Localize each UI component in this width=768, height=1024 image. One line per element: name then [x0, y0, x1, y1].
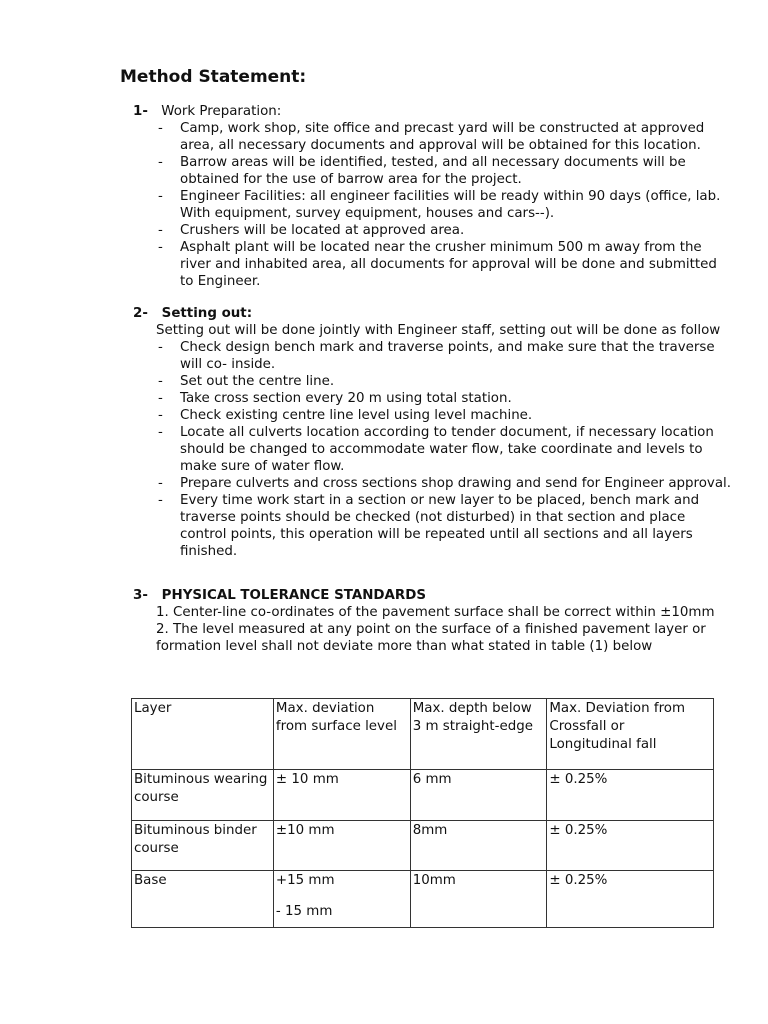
table-header-row — [132, 699, 714, 770]
table-cell: Bituminous wearing course — [132, 770, 274, 821]
paragraph: 2. The level measured at any point on the surface of a finished pavement layer or formation level shall not deviate more than what stated in table (1) below — [156, 622, 706, 654]
table-cell: 6 mm — [410, 770, 547, 821]
paragraph: 1. Center-line co-ordinates of the pavement surface shall be correct within ±10mm — [156, 605, 715, 620]
page-title: Method Statement: — [120, 67, 307, 87]
section-tolerance-standards — [133, 587, 733, 655]
list-item: - Crushers will be located at approved area. — [133, 222, 733, 239]
list-item: - Set out the centre line. — [133, 373, 733, 390]
table-row — [132, 770, 714, 821]
table-cell: ± 10 mm — [273, 770, 410, 821]
table-cell: Bituminous binder course — [132, 821, 274, 871]
table-header-cell: Max. depth below 3 m straight-edge — [410, 699, 547, 770]
section-heading: 3- PHYSICAL TOLERANCE STANDARDS — [133, 588, 426, 603]
section-work-preparation — [133, 103, 733, 290]
table-cell: ±10 mm — [273, 821, 410, 871]
section-setting-out — [133, 305, 733, 560]
table-cell: ± 0.25% — [547, 871, 714, 928]
list-item: - Asphalt plant will be located near the crusher minimum 500 m away from the river and inhabited area, all documents for approval will be done and submitted to Engineer. — [133, 239, 733, 290]
section-intro: Setting out will be done jointly with Engineer staff, setting out will be done as follow — [156, 323, 721, 338]
table-cell: ± 0.25% — [547, 821, 714, 871]
setting-out-list — [133, 339, 733, 560]
section-heading: 1- Work Preparation: — [133, 104, 282, 119]
table-cell: 10mm — [410, 871, 547, 928]
table-row — [132, 871, 714, 928]
table-header-cell: Max. Deviation from Crossfall or Longitudinal fall — [547, 699, 714, 770]
work-preparation-list — [133, 120, 733, 290]
list-item: - Barrow areas will be identified, tested, and all necessary documents will be obtained for the use of barrow area for the project. — [133, 154, 733, 188]
table-cell: 8mm — [410, 821, 547, 871]
list-item: - Prepare culverts and cross sections shop drawing and send for Engineer approval. — [133, 475, 733, 492]
list-item: - Engineer Facilities: all engineer facilities will be ready within 90 days (office, lab. With equipment, survey equipment, houses and cars--). — [133, 188, 733, 222]
list-item: - Take cross section every 20 m using total station. — [133, 390, 733, 407]
table-cell: ± 0.25% — [547, 770, 714, 821]
cell-line: - 15 mm — [275, 904, 333, 919]
list-item: - Check existing centre line level using level machine. — [133, 407, 733, 424]
table-cell — [273, 871, 410, 928]
section-heading: 2- Setting out: — [133, 306, 253, 321]
cell-line: +15 mm — [275, 873, 335, 888]
table-row — [132, 821, 714, 871]
table-header-cell: Layer — [132, 699, 274, 770]
list-item: - Camp, work shop, site office and precast yard will be constructed at approved area, all necessary documents and approval will be obtained for this location. — [133, 120, 733, 154]
list-item: - Locate all culverts location according to tender document, if necessary location should be changed to accommodate water flow, take coordinate and levels to make sure of water flow. — [133, 424, 733, 475]
list-item: - Every time work start in a section or new layer to be placed, bench mark and traverse points should be checked (not disturbed) in that section and place control points, this operation will be repeated until all sections and all layers finished. — [133, 492, 733, 560]
tolerance-table — [131, 698, 714, 928]
table-header-cell: Max. deviation from surface level — [273, 699, 410, 770]
table-cell: Base — [132, 871, 274, 928]
list-item: - Check design bench mark and traverse points, and make sure that the traverse will co- inside. — [133, 339, 733, 373]
